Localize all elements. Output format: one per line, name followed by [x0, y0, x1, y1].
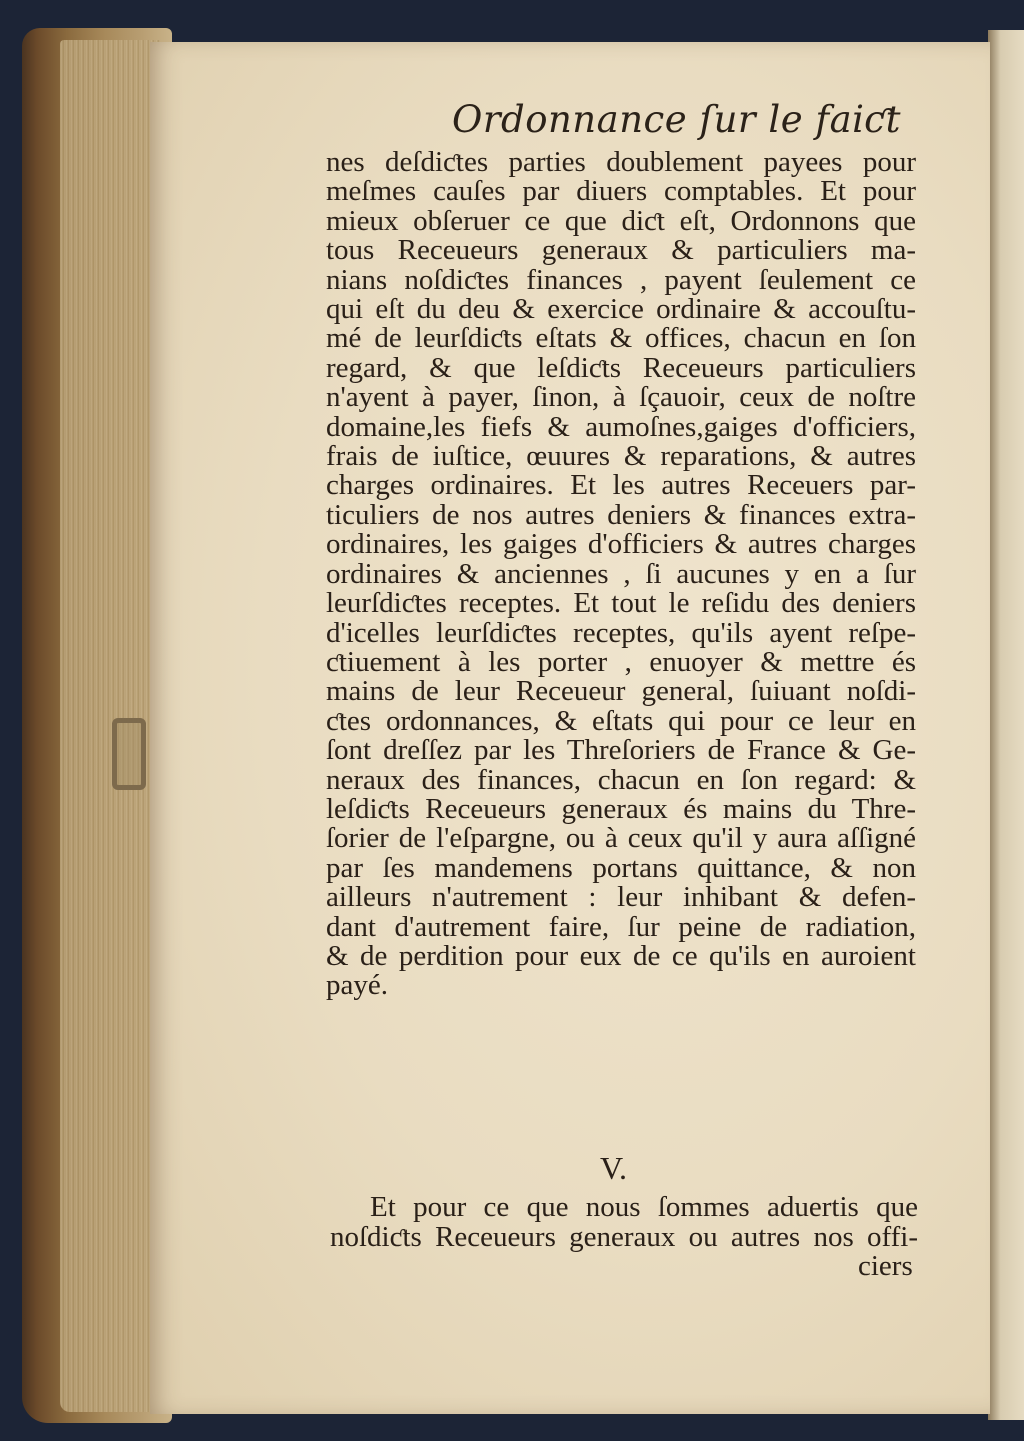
- catchword: ciers: [858, 1250, 913, 1282]
- text-line: ſont dreſſez par les Threſoriers de France & Ge-: [326, 736, 916, 766]
- body-text: [326, 148, 916, 1001]
- text-line: par ſes mandemens portans quittance, & non: [326, 853, 916, 884]
- text-line: ordinaires & anciennes , ſi aucunes y en a ſur: [326, 559, 916, 590]
- text-line: ordinaires, les gaiges d'officiers & autres charges: [326, 530, 916, 560]
- text-line: d'icelles leurſdiƈtes receptes, qu'ils ayent reſpe-: [326, 618, 916, 648]
- section-number: V.: [600, 1150, 627, 1186]
- text-line: ƈtes ordonnances, & eſtats qui pour ce leur en: [326, 706, 916, 737]
- text-line: ſorier de l'eſpargne, ou à ceux qu'il y aura aſſigné: [326, 824, 916, 854]
- text-line: tous Receueurs generaux & particuliers ma-: [326, 236, 916, 266]
- text-line: mains de leur Receueur general, ſuiuant noſdi-: [326, 677, 916, 707]
- text-line: ƈtiuement à les porter , enuoyer & mettre és: [326, 647, 916, 678]
- section-text: [330, 1192, 918, 1252]
- clasp-icon: [112, 718, 146, 790]
- text-line: nians noſdiƈtes finances , payent ſeulement ce: [326, 265, 916, 296]
- text-line: regard, & que leſdiƈts Receueurs particuliers: [326, 353, 916, 384]
- text-line: neraux des finances, chacun en ſon regard: &: [326, 765, 916, 795]
- text-line: noſdiƈts Receueurs generaux ou autres nos offi-: [330, 1222, 918, 1252]
- text-line: ailleurs n'autrement : leur inhibant & defen-: [326, 883, 916, 913]
- text-line: qui eſt du deu & exercice ordinaire & accouſtu-: [326, 295, 916, 325]
- text-line: leſdiƈts Receueurs generaux és mains du Thre-: [326, 794, 916, 825]
- text-line: leurſdiƈtes receptes. Et tout le reſidu des deniers: [326, 589, 916, 619]
- text-line: ticuliers de nos autres deniers & finances extra-: [326, 500, 916, 531]
- text-line: n'ayent à payer, ſinon, à ſçauoir, ceux de noſtre: [326, 383, 916, 413]
- facing-page-edge: [988, 30, 1024, 1420]
- text-line: meſmes cauſes par diuers comptables. Et pour: [326, 177, 916, 207]
- text-line: Et pour ce que nous ſommes aduertis que: [370, 1192, 918, 1222]
- text-line: nes deſdiƈtes parties doublement payees pour: [326, 148, 916, 178]
- text-line: frais de iuſtice, œuures & reparations, & autres: [326, 442, 916, 472]
- text-line: payé.: [326, 971, 388, 1001]
- running-head: Ordonnance ſur le faiƈt: [452, 98, 902, 141]
- text-line: mieux obſeruer ce que diƈt eſt, Ordonnons que: [326, 206, 916, 237]
- text-line: dant d'autrement faire, ſur peine de radiation,: [326, 912, 916, 942]
- text-line: mé de leurſdiƈts eſtats & offices, chacun en ſon: [326, 324, 916, 354]
- text-line: charges ordinaires. Et les autres Receuers par-: [326, 471, 916, 501]
- text-line: domaine,les fiefs & aumoſnes,gaiges d'officiers,: [326, 412, 916, 443]
- text-line: & de perdition pour eux de ce qu'ils en auroient: [326, 941, 916, 972]
